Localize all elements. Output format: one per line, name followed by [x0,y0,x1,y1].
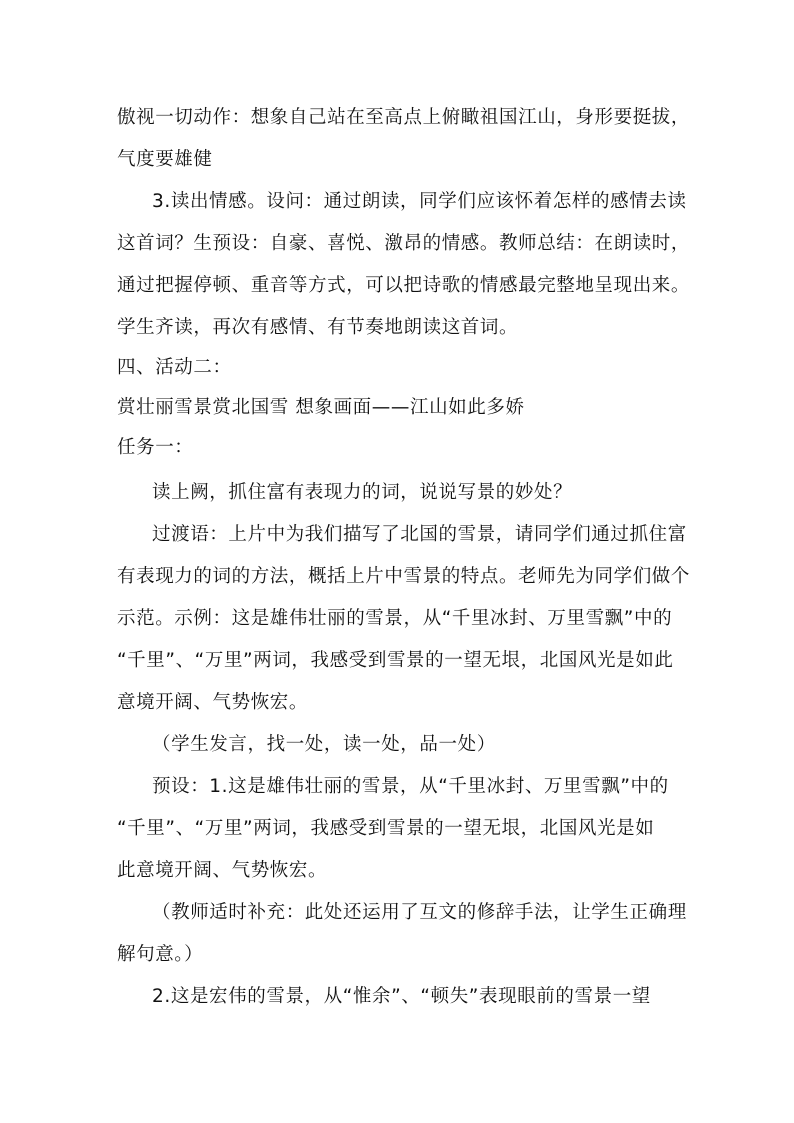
text-line: （学生发言，找一处，读一处，品一处） [152,734,496,755]
text-line: “千里”、“万里”两词，我感受到雪景的一望无垠，北国风光是如 [117,818,655,839]
text-line: 解句意。） [117,944,204,965]
text-line: 傲视一切动作：想象自己站在至高点上俯瞰祖国江山，身形要挺拔， [117,107,691,128]
text-line: 示范。示例：这是雄伟壮丽的雪景，从“千里冰封、万里雪飘”中的 [117,608,673,629]
task-heading: 任务一： [117,437,194,458]
text-line: （教师适时补充：此处还运用了互文的修辞手法，让学生正确理 [152,902,687,923]
text-line: 通过把握停顿、重音等方式，可以把诗歌的情感最完整地呈现出来。 [117,275,691,296]
text-line: 3.读出情感。设问：通过朗读，同学们应该怀着怎样的感情去读 [152,191,687,212]
text-line: 预设：1.这是雄伟壮丽的雪景，从“千里冰封、万里雪飘”中的 [152,776,669,797]
text-line: 2.这是宏伟的雪景，从“惟余”、“顿失”表现眼前的雪景一望 [152,986,651,1007]
text-line: “千里”、“万里”两词，我感受到雪景的一望无垠，北国风光是如此 [117,650,674,671]
text-line: 气度要雄健 [117,149,213,170]
text-line: 读上阙，抓住富有表现力的词，说说写景的妙处？ [152,482,573,503]
text-line: 意境开阔、气势恢宏。 [117,692,309,713]
activity-title: 赏壮丽雪景赏北国雪 想象画面——江山如此多娇 [117,397,525,418]
text-line: 过渡语：上片中为我们描写了北国的雪景，请同学们通过抓住富 [152,524,687,545]
text-line: 此意境开阔、气势恢宏。 [117,860,328,881]
section-heading: 四、活动二： [117,357,232,378]
text-line: 学生齐读，再次有感情、有节奏地朗读这首词。 [117,317,519,338]
text-line: 有表现力的词的方法，概括上片中雪景的特点。老师先为同学们做个 [117,566,691,587]
text-line: 这首词？生预设：自豪、喜悦、激昂的情感。教师总结：在朗读时， [117,233,691,254]
